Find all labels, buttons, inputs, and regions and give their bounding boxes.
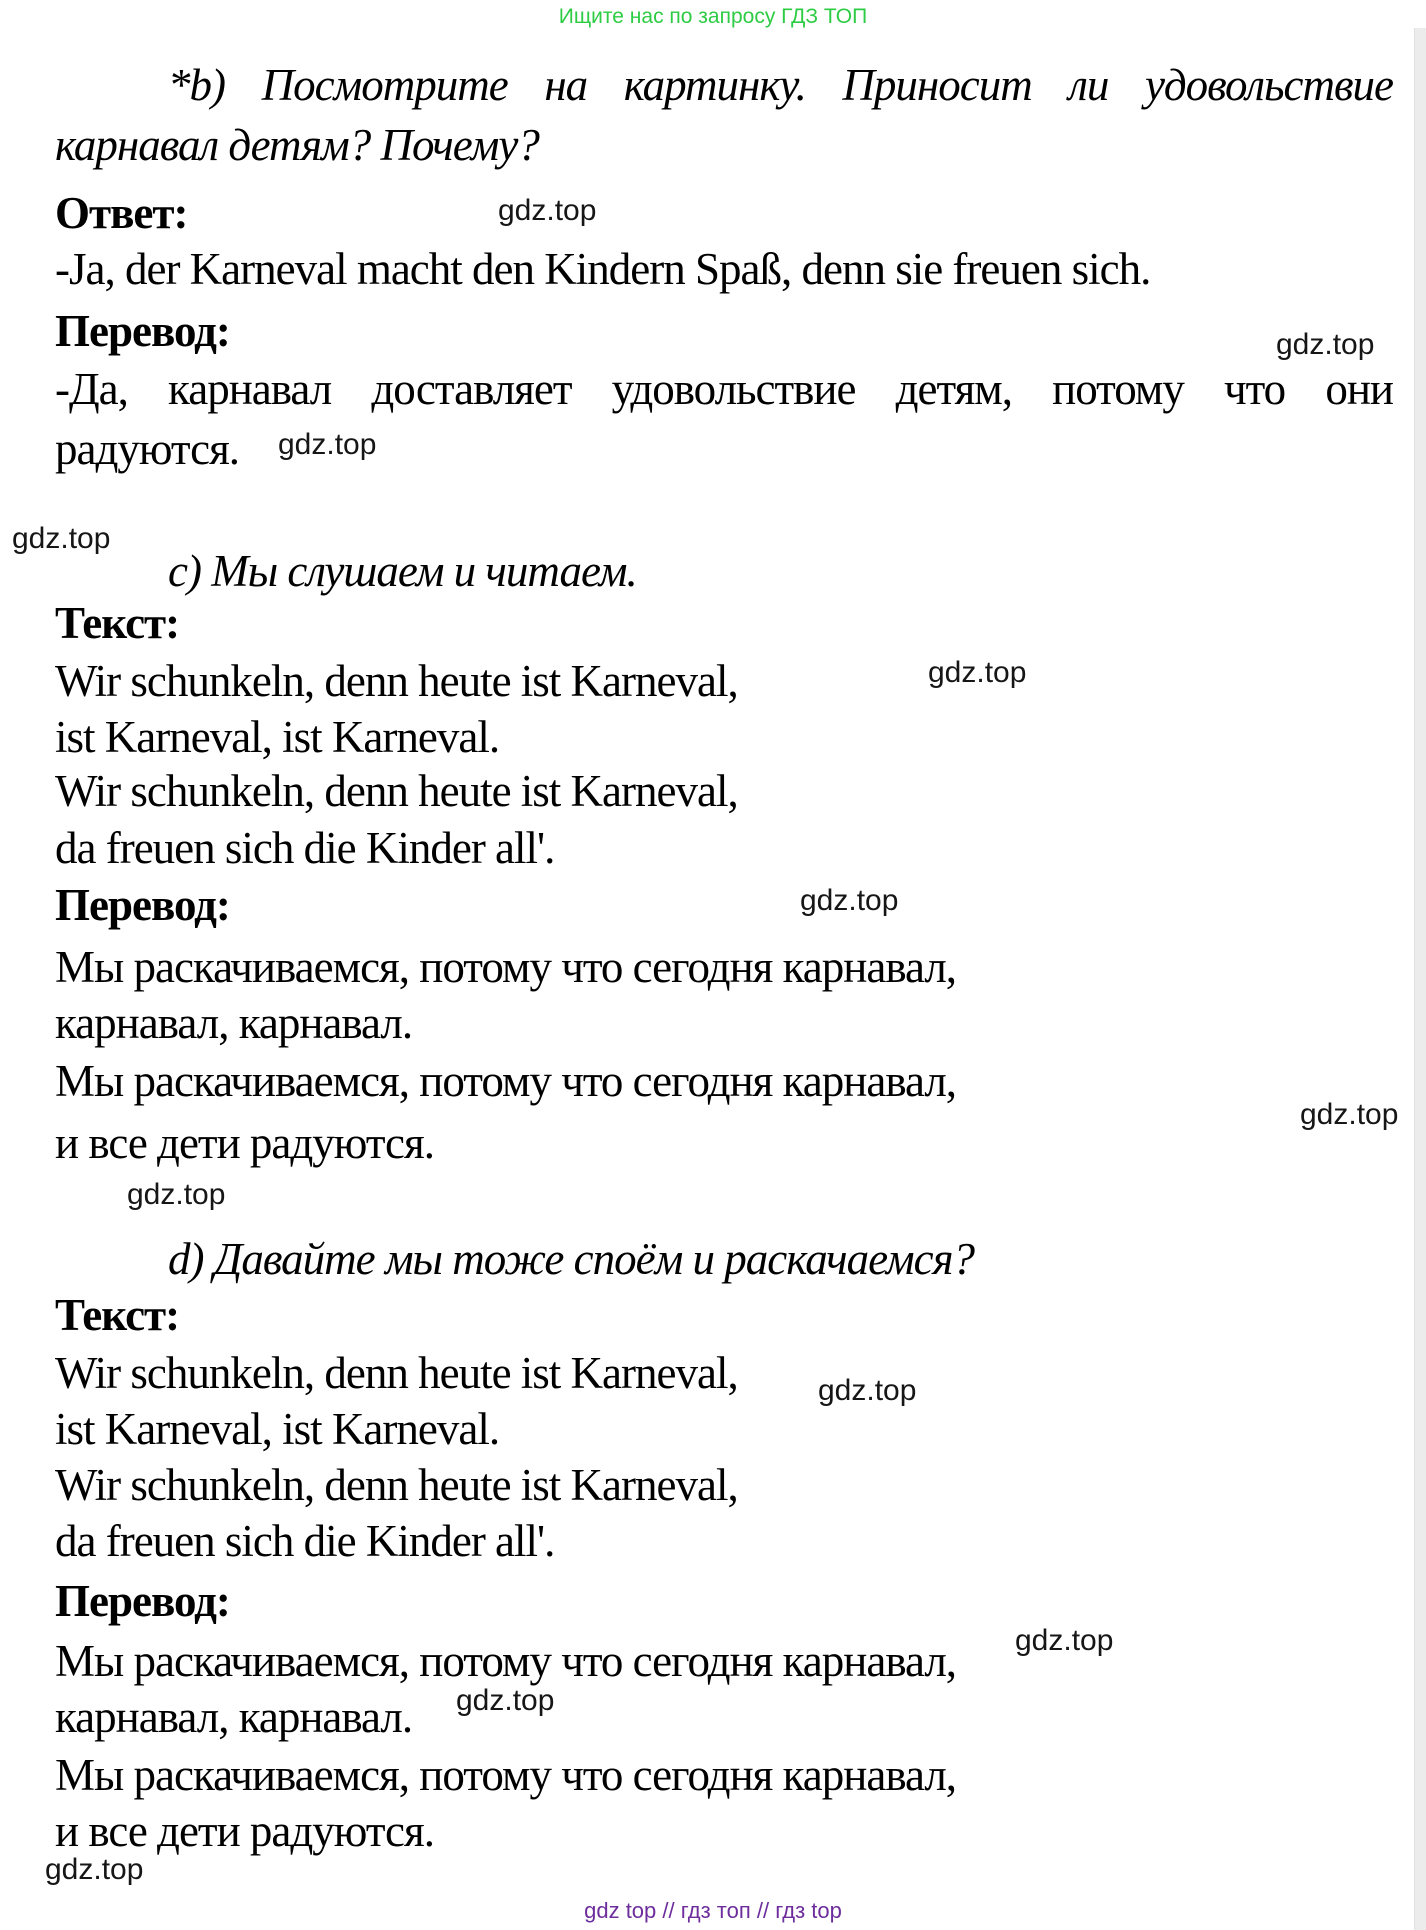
watermark: gdz.top [1276, 328, 1375, 361]
task-c-russian-line: и все дети радуются. [55, 1118, 434, 1168]
task-d-russian-line: Мы раскачиваемся, потому что сегодня карнавал, [55, 1636, 957, 1686]
task-c-russian-line: Мы раскачиваемся, потому что сегодня карнавал, [55, 942, 957, 992]
translation-label: Перевод: [55, 306, 230, 356]
task-b-heading-line1: *b) Посмотрите на картинку. Приносит ли удовольствие [168, 60, 1393, 110]
watermark: gdz.top [928, 656, 1027, 689]
watermark: gdz.top [45, 1853, 144, 1886]
task-d-german-line: ist Karneval, ist Karneval. [55, 1404, 500, 1454]
watermark: gdz.top [800, 884, 899, 917]
task-d-heading: d) Давайте мы тоже споём и раскачаемся? [168, 1234, 975, 1284]
task-b-translation-line1: -Да, карнавал доставляет удовольствие детям, потому что они [55, 364, 1393, 414]
task-b-heading-line2: карнавал детям? Почему? [55, 120, 539, 170]
top-promo-banner: Ищите нас по запросу ГДЗ ТОП [558, 5, 868, 28]
bottom-promo-footer: gdz top // гдз топ // гдз top [584, 1898, 842, 1923]
watermark: gdz.top [818, 1374, 917, 1407]
task-c-russian-line: карнавал, карнавал. [55, 998, 413, 1048]
watermark: gdz.top [12, 522, 111, 555]
task-b-translation-line2: радуются. [55, 424, 240, 474]
watermark: gdz.top [498, 194, 597, 227]
translation-label: Перевод: [55, 1576, 230, 1626]
watermark: gdz.top [1015, 1624, 1114, 1657]
task-c-german-line: da freuen sich die Kinder all'. [55, 823, 555, 873]
task-d-german-line: Wir schunkeln, denn heute ist Karneval, [55, 1460, 738, 1510]
task-d-german-line: Wir schunkeln, denn heute ist Karneval, [55, 1348, 738, 1398]
task-d-russian-line: карнавал, карнавал. [55, 1692, 413, 1742]
task-c-german-line: ist Karneval, ist Karneval. [55, 712, 500, 762]
watermark: gdz.top [1300, 1098, 1399, 1131]
watermark: gdz.top [127, 1178, 226, 1211]
text-label: Текст: [55, 598, 180, 648]
task-c-german-line: Wir schunkeln, denn heute ist Karneval, [55, 656, 738, 706]
answer-label: Ответ: [55, 188, 188, 238]
task-d-russian-line: и все дети радуются. [55, 1806, 434, 1856]
translation-label: Перевод: [55, 880, 230, 930]
task-c-german-line: Wir schunkeln, denn heute ist Karneval, [55, 766, 738, 816]
task-c-heading: c) Мы слушаем и читаем. [168, 546, 637, 596]
scrollbar-track[interactable] [1414, 28, 1426, 1930]
watermark: gdz.top [278, 428, 377, 461]
text-label: Текст: [55, 1290, 180, 1340]
task-b-german-answer: -Ja, der Karneval macht den Kindern Spaß, denn sie freuen sich. [55, 244, 1151, 294]
task-d-russian-line: Мы раскачиваемся, потому что сегодня карнавал, [55, 1750, 957, 1800]
watermark: gdz.top [456, 1684, 555, 1717]
task-d-german-line: da freuen sich die Kinder all'. [55, 1516, 555, 1566]
task-c-russian-line: Мы раскачиваемся, потому что сегодня карнавал, [55, 1056, 957, 1106]
